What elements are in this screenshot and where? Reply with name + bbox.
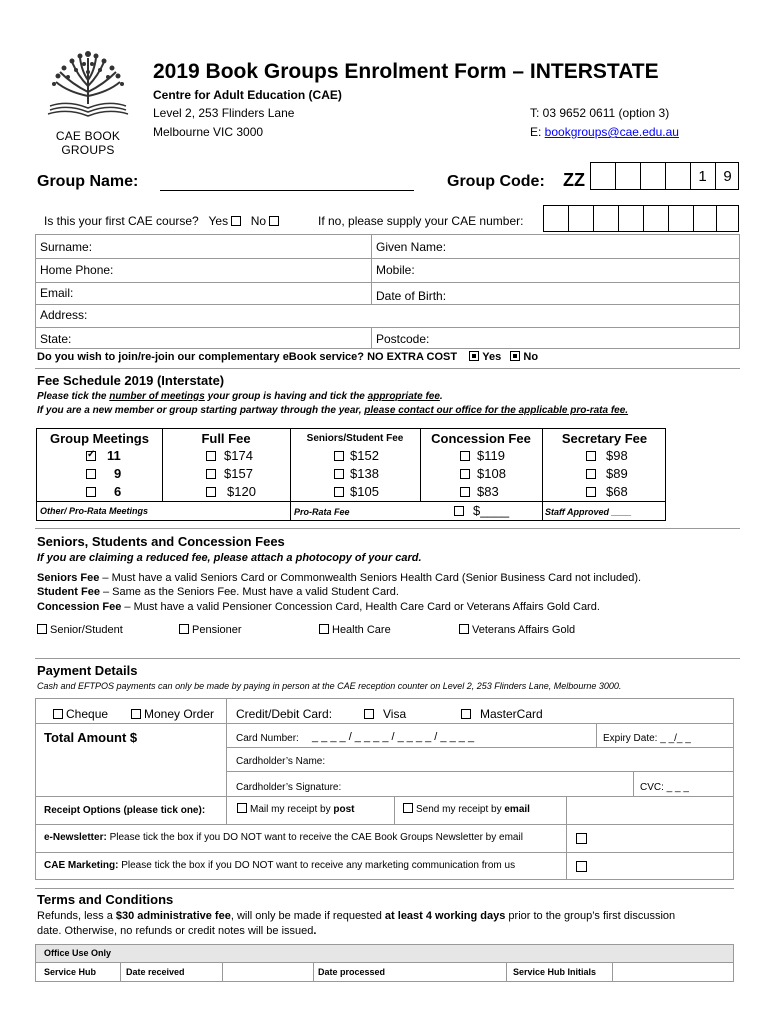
mobile-field[interactable]: Mobile: <box>376 263 415 277</box>
surname-field[interactable]: Surname: <box>40 240 93 254</box>
seniors-fee-9: $138 <box>350 466 379 481</box>
secretary-fee-6: $68 <box>606 484 628 499</box>
veterans-checkbox[interactable] <box>459 624 469 634</box>
group-code-boxes[interactable] <box>590 162 739 190</box>
meetings-11: 11 <box>107 448 121 463</box>
full-fee-6: $120 <box>227 484 256 499</box>
other-prorata-label[interactable]: Other/ Pro-Rata Meetings <box>40 506 149 516</box>
card-number-label: Card Number: <box>236 733 299 744</box>
card-number-field[interactable]: _ _ _ _ / _ _ _ _ / _ _ _ _ / _ _ _ _ <box>312 731 475 743</box>
fee-schedule-title: Fee Schedule 2019 (Interstate) <box>37 373 225 388</box>
ebook-no-checkbox[interactable] <box>510 351 520 361</box>
given-name-field[interactable]: Given Name: <box>376 240 447 254</box>
postcode-field[interactable]: Postcode: <box>376 332 430 346</box>
newsletter-optout-checkbox[interactable] <box>576 833 587 844</box>
state-field[interactable]: State: <box>40 332 72 346</box>
receipt-email-checkbox[interactable] <box>403 803 413 813</box>
terms-title: Terms and Conditions <box>37 892 174 907</box>
ebook-yes-label: Yes <box>482 351 502 363</box>
terms-line1: Refunds, less a $30 administrative fee, will only be made if requested at least 4 working days prior to the group’s first discussion <box>37 910 676 922</box>
dob-field[interactable]: Date of Birth: <box>376 289 447 303</box>
code-digit-2: 9 <box>723 168 732 185</box>
health-care-checkbox[interactable] <box>319 624 329 634</box>
group-code-prefix: ZZ <box>563 170 585 190</box>
date-processed-label: Date processed <box>318 967 386 977</box>
full-fee-11: $174 <box>224 448 253 463</box>
senior-student-checkbox[interactable] <box>37 624 47 634</box>
marketing-row: CAE Marketing: Please tick the box if you DO NOT want to receive any marketing communication from us <box>44 860 516 871</box>
ebook-row <box>37 351 538 363</box>
money-order-checkbox[interactable] <box>131 709 141 719</box>
secretary-fee-9: $89 <box>606 466 628 481</box>
visa-checkbox[interactable] <box>364 709 374 719</box>
concession-fee-6: $83 <box>477 484 499 499</box>
fee-table <box>36 428 666 521</box>
prorata-checkbox[interactable] <box>454 506 464 516</box>
page-title: 2019 Book Groups Enrolment Form – INTERSTATE <box>153 60 659 83</box>
address-line1: Level 2, 253 Flinders Lane <box>153 106 295 120</box>
veterans-label: Veterans Affairs Gold <box>472 624 576 636</box>
address-line2: Melbourne VIC 3000 <box>153 125 264 139</box>
total-amount-label[interactable]: Total Amount $ <box>44 730 138 745</box>
seniors-fee-6: $105 <box>350 484 379 499</box>
seniors-fee-11: $152 <box>350 448 379 463</box>
marketing-optout-checkbox[interactable] <box>576 861 587 872</box>
receipt-options-label: Receipt Options (please tick one): <box>44 805 206 816</box>
full-fee-9: $157 <box>224 466 253 481</box>
prorata-amount: $____ <box>473 503 510 518</box>
seniors-title: Seniors, Students and Concession Fees <box>37 534 285 549</box>
fee-row <box>37 466 665 484</box>
cardholder-name-field[interactable]: Cardholder’s Name: <box>236 756 326 767</box>
email-line <box>530 125 679 139</box>
fee-note-1: Please tick the number of meetings your group is having and tick the appropriate fee. <box>37 391 443 402</box>
hdr-concession-fee: Concession Fee <box>431 431 531 446</box>
date-received-label: Date received <box>126 967 185 977</box>
email-field[interactable]: Email: <box>40 286 74 300</box>
full-fee-6-checkbox[interactable] <box>206 487 216 497</box>
seniors-line1: Seniors Fee – Must have a valid Seniors Card or Commonwealth Seniors Health Card (Senior Business Card not included). <box>37 572 642 584</box>
cardholder-signature-field[interactable]: Cardholder’s Signature: <box>236 782 342 793</box>
meetings-6: 6 <box>114 484 122 499</box>
seniors-fee-9-checkbox[interactable] <box>334 469 344 479</box>
office-use-table <box>35 944 734 982</box>
secretary-fee-11-checkbox[interactable] <box>586 451 596 461</box>
fee-note-2: If you are a new member or group starting partway through the year, please contact our office for the applicable pro-rata fee. <box>37 405 629 416</box>
meetings-9: 9 <box>114 466 122 481</box>
health-care-label: Health Care <box>332 624 391 636</box>
prorata-fee-label[interactable]: Pro-Rata Fee <box>294 507 350 517</box>
seniors-fee-11-checkbox[interactable] <box>334 451 344 461</box>
service-hub-initials-label: Service Hub Initials <box>513 967 597 977</box>
mastercard-label: MasterCard <box>480 707 543 721</box>
cae-number-label: If no, please supply your CAE number: <box>318 214 524 228</box>
senior-student-label: Senior/Student <box>50 624 123 636</box>
full-fee-9-checkbox[interactable] <box>206 469 216 479</box>
expiry-date-field[interactable]: Expiry Date: _ _/_ _ <box>603 733 691 744</box>
code-digit-1: 1 <box>698 168 707 185</box>
email-link[interactable]: bookgroups@cae.edu.au <box>544 125 679 139</box>
secretary-fee-11: $98 <box>606 448 628 463</box>
credit-card-label: Credit/Debit Card: <box>236 707 333 721</box>
mastercard-checkbox[interactable] <box>461 709 471 719</box>
cae-number-boxes[interactable] <box>543 205 739 232</box>
group-name-label: Group Name: <box>37 173 139 190</box>
secretary-fee-6-checkbox[interactable] <box>586 487 596 497</box>
address-field[interactable]: Address: <box>40 308 88 322</box>
payment-title: Payment Details <box>37 663 138 678</box>
home-phone-field[interactable]: Home Phone: <box>40 263 114 277</box>
cvc-field[interactable]: CVC: _ _ _ <box>640 782 689 793</box>
newsletter-row: e-Newsletter: Please tick the box if you DO NOT want to receive the CAE Book Groups Newsletter by email <box>44 832 523 843</box>
first-yes-label: Yes <box>208 214 229 228</box>
logo-text: CAE BOOK GROUPS <box>55 129 121 157</box>
cae-logo <box>38 46 138 157</box>
office-use-title: Office Use Only <box>44 948 112 958</box>
hdr-group-meetings: Group Meetings <box>50 431 149 446</box>
staff-approved: Staff Approved ____ <box>545 507 632 517</box>
personal-details <box>35 234 740 349</box>
phone: T: 03 9652 0611 (option 3) <box>530 106 670 120</box>
meetings-11-checkbox[interactable] <box>86 451 96 461</box>
seniors-line3: Concession Fee – Must have a valid Pensioner Concession Card, Health Care Card or Veterans Affairs Gold Card. <box>37 601 600 613</box>
book-tree-icon <box>38 46 138 122</box>
hdr-full-fee: Full Fee <box>201 431 251 446</box>
first-yes-checkbox[interactable] <box>231 216 241 226</box>
first-no-checkbox[interactable] <box>269 216 279 226</box>
meetings-6-checkbox[interactable] <box>86 487 96 497</box>
concession-fee-11-checkbox[interactable] <box>460 451 470 461</box>
full-fee-11-checkbox[interactable] <box>206 451 216 461</box>
group-code-label: Group Code: <box>447 173 545 190</box>
first-course-row <box>44 214 282 228</box>
email-prefix: E: <box>530 125 545 139</box>
secretary-fee-9-checkbox[interactable] <box>586 469 596 479</box>
ebook-question: Do you wish to join/re-join our complementary eBook service? NO EXTRA COST <box>37 351 458 363</box>
payment-table: Cheque Money Order Credit/Debit Card: Visa MasterCard Total Amount $ Card Number: _ _ _ _ / _ _ _ _ / _ _ _ _ / _ _ _ _ Expiry Date: _ _/_ _ Cardholder’s Name: Cardholder’s Signature: CVC: _ _ _ Receipt Options (please tick one): Mail my receipt by post Send my receipt by email e-Newsletter: Please tick the box if you DO NOT want to receive the CAE Book Groups Newsletter by email CAE Marketing: Please tick the box if you DO NOT want to receive any marketing communication from us <box>35 698 734 880</box>
ebook-no-label: No <box>523 351 539 363</box>
first-no-label: No <box>250 214 267 228</box>
service-hub-label: Service Hub <box>44 967 97 977</box>
hdr-secretary-fee: Secretary Fee <box>561 431 648 446</box>
concession-fee-11: $119 <box>477 448 505 463</box>
payment-note: Cash and EFTPOS payments can only be made by paying in person at the CAE reception counter on Level 2, 253 Flinders Lane, Melbourne 3000. <box>37 681 622 691</box>
receipt-post-checkbox[interactable] <box>237 803 247 813</box>
first-course-question: Is this your first CAE course? <box>44 214 199 228</box>
pensioner-checkbox[interactable] <box>179 624 189 634</box>
terms-line2: date. Otherwise, no refunds or credit notes will be issued. <box>37 925 317 937</box>
cheque-checkbox[interactable] <box>53 709 63 719</box>
visa-label: Visa <box>383 707 407 721</box>
concession-fee-9-checkbox[interactable] <box>460 469 470 479</box>
org-name: Centre for Adult Education (CAE) <box>153 88 342 102</box>
seniors-note: If you are claiming a reduced fee, please attach a photocopy of your card. <box>37 552 422 564</box>
seniors-fee-6-checkbox[interactable] <box>334 487 344 497</box>
pensioner-label: Pensioner <box>192 624 242 636</box>
fee-row <box>37 448 665 466</box>
concession-fee-9: $108 <box>477 466 506 481</box>
money-order-label: Money Order <box>144 707 215 721</box>
meetings-9-checkbox[interactable] <box>86 469 96 479</box>
group-name-field[interactable] <box>160 190 414 191</box>
fee-row <box>37 484 665 502</box>
hdr-seniors-fee: Seniors/Student Fee <box>306 433 404 444</box>
cheque-label: Cheque <box>66 707 109 721</box>
concession-fee-6-checkbox[interactable] <box>460 487 470 497</box>
ebook-yes-checkbox[interactable] <box>469 351 479 361</box>
seniors-line2: Student Fee – Same as the Seniors Fee. Must have a valid Student Card. <box>37 586 399 598</box>
